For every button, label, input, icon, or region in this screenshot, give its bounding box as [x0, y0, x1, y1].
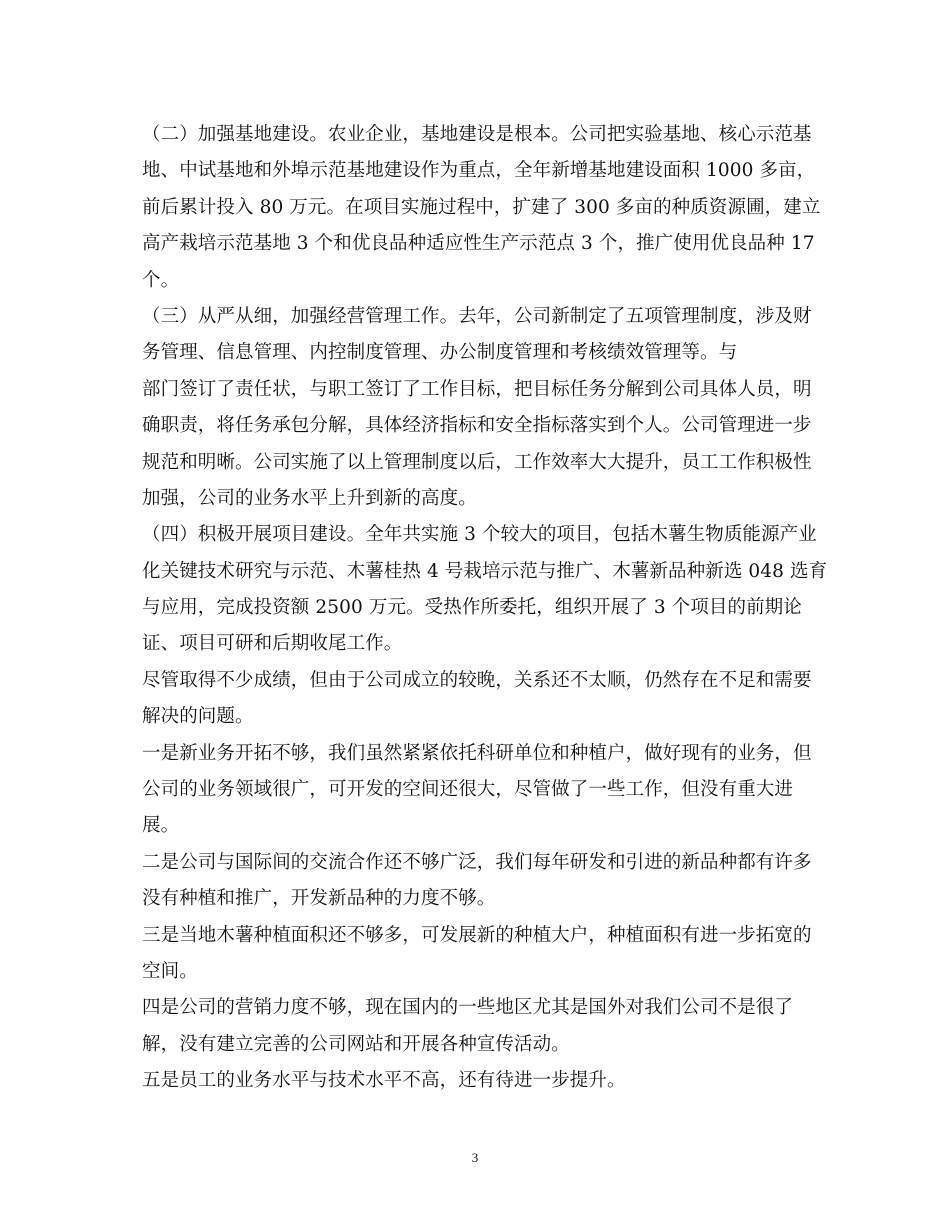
text-line: 务管理、信息管理、内控制度管理、办公制度管理和考核绩效管理等。与	[142, 342, 738, 364]
text-line: 加强，公司的业务水平上升到新的高度。	[142, 487, 477, 509]
text-line: 化关键技术研究与示范、木薯桂热 4 号栽培示范与推广、木薯新品种新选 048 选育	[142, 560, 828, 582]
text-line: 高产栽培示范基地 3 个和优良品种适应性生产示范点 3 个，推广使用优良品种 17	[142, 233, 815, 255]
text-line: 地、中试基地和外埠示范基地建设作为重点，全年新增基地建设面积 1000 多亩，	[142, 160, 816, 182]
text-line: 个。	[142, 269, 180, 291]
text-line: 确职责，将任务承包分解，具体经济指标和安全指标落实到个人。公司管理进一步	[142, 415, 812, 437]
text-line: 解决的问题。	[142, 706, 254, 728]
text-line: （二）加强基地建设。农业企业，基地建设是根本。公司把实验基地、核心示范基	[142, 124, 812, 145]
text-line: 四是公司的营销力度不够，现在国内的一些地区尤其是国外对我们公司不是很了	[142, 997, 794, 1019]
text-line: （三）从严从细，加强经营管理工作。去年，公司新制定了五项管理制度，涉及财	[142, 305, 812, 327]
text-line: 空间。	[142, 960, 198, 982]
document-body	[142, 117, 828, 1100]
text-line: 前后累计投入 80 万元。在项目实施过程中，扩建了 300 多亩的种质资源圃，建立	[142, 196, 821, 218]
text-line: 与应用，完成投资额 2500 万元。受热作所委托，组织开展了 3 个项目的前期论	[142, 597, 802, 619]
text-line: 尽管取得不少成绩，但由于公司成立的较晚，关系还不太顺，仍然存在不足和需要	[142, 669, 812, 691]
text-line: 三是当地木薯种植面积还不够多，可发展新的种植大户，种植面积有进一步拓宽的	[142, 924, 812, 946]
page-number: 3	[471, 1150, 479, 1165]
text-line: 没有种植和推广，开发新品种的力度不够。	[142, 888, 496, 910]
text-line: 公司的业务领域很广，可开发的空间还很大，尽管做了一些工作，但没有重大进	[142, 779, 794, 801]
text-line: 证、项目可研和后期收尾工作。	[142, 633, 403, 655]
text-line: 五是员工的业务水平与技术水平不高，还有待进一步提升。	[142, 1070, 626, 1092]
text-line: 二是公司与国际间的交流合作还不够广泛，我们每年研发和引进的新品种都有许多	[142, 851, 812, 873]
text-line: 一是新业务开拓不够，我们虽然紧紧依托科研单位和种植户，做好现有的业务，但	[142, 742, 812, 764]
text-line: 展。	[142, 815, 180, 837]
text-line: 规范和明晰。公司实施了以上管理制度以后，工作效率大大提升，员工工作积极性	[142, 451, 812, 473]
text-line: （四）积极开展项目建设。全年共实施 3 个较大的项目，包括木薯生物质能源产业	[142, 524, 817, 546]
text-line: 解，没有建立完善的公司网站和开展各种宣传活动。	[142, 1033, 570, 1055]
text-line: 部门签订了责任状，与职工签订了工作目标，把目标任务分解到公司具体人员，明	[142, 378, 812, 400]
